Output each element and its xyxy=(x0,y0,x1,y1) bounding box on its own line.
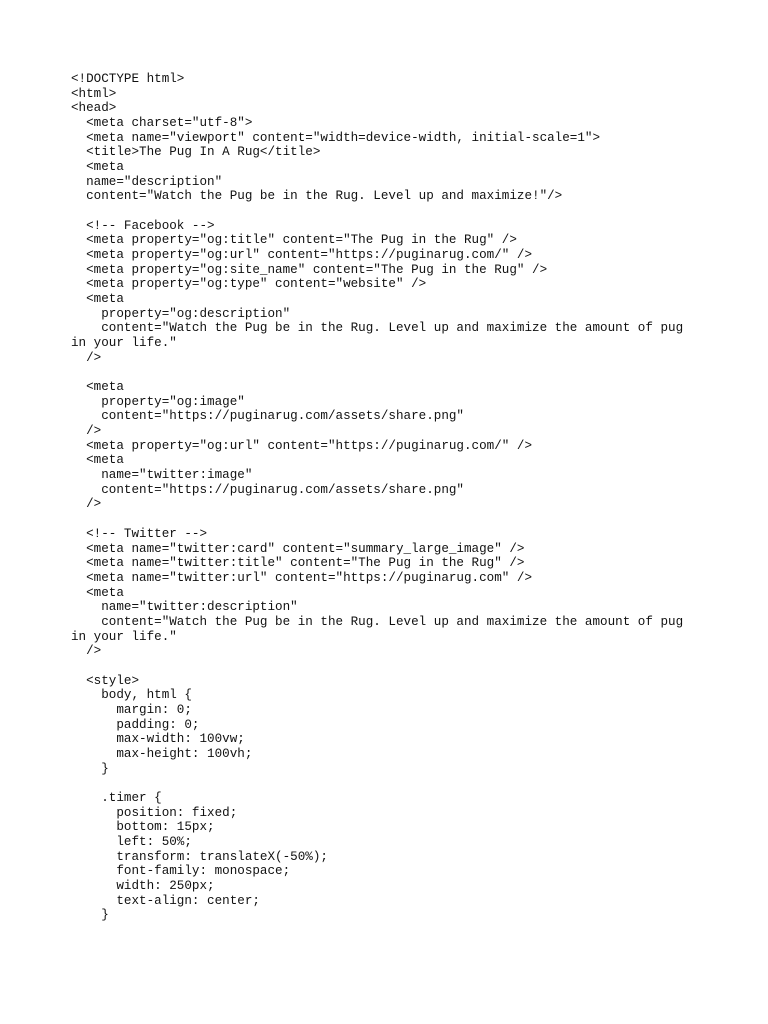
code-line: bottom: 15px; xyxy=(71,820,215,835)
code-line: transform: translateX(-50%); xyxy=(71,849,328,864)
code-line: <meta property="og:type" content="website" /> xyxy=(71,277,427,292)
code-line xyxy=(71,512,731,527)
code-line: font-family: monospace; xyxy=(71,864,291,879)
code-line: /> xyxy=(71,497,102,512)
code-line: <meta name="twitter:title" content="The Pug in the Rug" /> xyxy=(71,556,525,571)
code-line: padding: 0; xyxy=(71,717,200,732)
html-source-listing xyxy=(71,72,731,923)
code-line: position: fixed; xyxy=(71,805,238,820)
code-line: <meta property="og:title" content="The Pug in the Rug" /> xyxy=(71,233,517,248)
code-line: <meta xyxy=(71,585,124,600)
code-line: /> xyxy=(71,350,102,365)
code-line: <meta name="twitter:url" content="https://puginarug.com" /> xyxy=(71,570,533,585)
code-line: <meta property="og:url" content="https://puginarug.com/" /> xyxy=(71,438,533,453)
code-line xyxy=(71,659,731,674)
code-line: /> xyxy=(71,424,102,439)
code-line: width: 250px; xyxy=(71,878,215,893)
code-line: <meta xyxy=(71,453,124,468)
code-line: name="twitter:image" xyxy=(71,468,253,483)
code-line: <meta property="og:site_name" content="The Pug in the Rug" /> xyxy=(71,262,548,277)
code-line: } xyxy=(71,761,109,776)
code-line: text-align: center; xyxy=(71,893,260,908)
code-line: <html> xyxy=(71,86,117,101)
code-line: max-width: 100vw; xyxy=(71,732,245,747)
code-line xyxy=(71,365,731,380)
code-line: <meta xyxy=(71,380,124,395)
code-line: property="og:image" xyxy=(71,394,245,409)
code-line: content="https://puginarug.com/assets/share.png" xyxy=(71,482,464,497)
code-line: <!-- Facebook --> xyxy=(71,218,215,233)
code-line: body, html { xyxy=(71,688,192,703)
code-line: } xyxy=(71,908,109,923)
code-line: content="Watch the Pug be in the Rug. Level up and maximize the amount of pug xyxy=(71,614,684,629)
code-line: <!-- Twitter --> xyxy=(71,526,208,541)
code-line: <!DOCTYPE html> xyxy=(71,72,185,86)
code-line xyxy=(71,204,731,219)
code-line: content="Watch the Pug be in the Rug. Level up and maximize the amount of pug xyxy=(71,321,684,336)
code-line: <meta xyxy=(71,160,124,175)
code-line: <meta property="og:url" content="https://puginarug.com/" /> xyxy=(71,248,533,263)
code-line: name="description" xyxy=(71,174,223,189)
code-line: <meta charset="utf-8"> xyxy=(71,116,253,131)
code-line: name="twitter:description" xyxy=(71,600,298,615)
code-line: property="og:description" xyxy=(71,306,291,321)
code-line: max-height: 100vh; xyxy=(71,746,253,761)
code-line: content="Watch the Pug be in the Rug. Level up and maximize!"/> xyxy=(71,189,563,204)
code-line: in your life." xyxy=(71,629,177,644)
code-line: .timer { xyxy=(71,790,162,805)
code-line: <style> xyxy=(71,673,140,688)
code-line xyxy=(71,776,731,791)
code-line: <meta name="twitter:card" content="summary_large_image" /> xyxy=(71,541,525,556)
code-line: in your life." xyxy=(71,336,177,351)
code-line: <head> xyxy=(71,101,117,116)
code-line: left: 50%; xyxy=(71,834,192,849)
code-line: content="https://puginarug.com/assets/share.png" xyxy=(71,409,464,424)
code-line: <meta xyxy=(71,292,124,307)
code-line: <title>The Pug In A Rug</title> xyxy=(71,145,321,160)
code-line: margin: 0; xyxy=(71,702,192,717)
code-line: <meta name="viewport" content="width=device-width, initial-scale=1"> xyxy=(71,130,601,145)
code-line: /> xyxy=(71,644,102,659)
